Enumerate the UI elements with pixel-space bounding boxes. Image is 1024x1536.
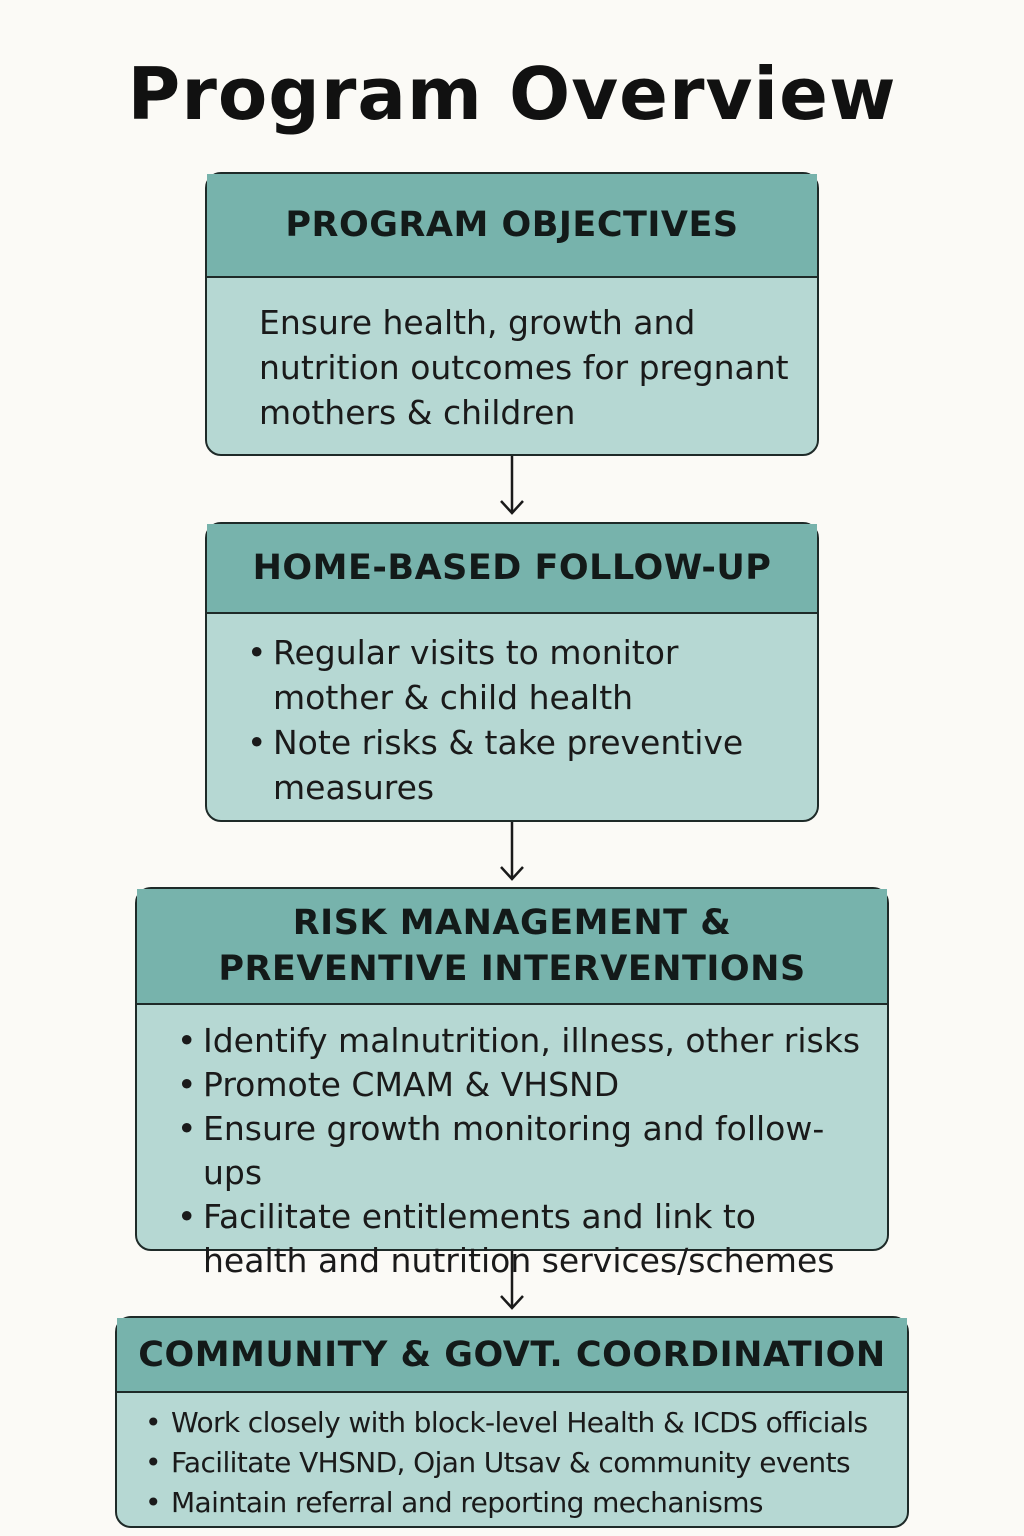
list-item	[177, 1063, 867, 1107]
program-objectives-heading: PROGRAM OBJECTIVES	[207, 174, 817, 278]
bullet-icon: •	[177, 1197, 197, 1236]
home-based-follow-up-body	[207, 614, 817, 810]
risk-management-list	[177, 1019, 867, 1283]
down-arrow-icon	[497, 456, 527, 516]
bullet-icon: •	[177, 1065, 197, 1104]
list-item	[177, 1195, 867, 1283]
list-item-text: Facilitate VHSND, Ojan Utsav & community events	[171, 1446, 850, 1479]
bullet-icon: •	[247, 633, 267, 672]
list-item-text: Regular visits to monitor mother & child health	[273, 633, 679, 717]
home-based-follow-up-heading: HOME-BASED FOLLOW-UP	[207, 524, 817, 614]
list-item-text: Ensure growth monitoring and follow-ups	[203, 1109, 825, 1192]
risk-management-heading-line2: PREVENTIVE INTERVENTIONS	[218, 949, 806, 989]
community-govt-coordination-heading: COMMUNITY & GOVT. COORDINATION	[117, 1318, 907, 1393]
community-govt-coordination-box	[115, 1316, 909, 1528]
home-based-follow-up-list	[247, 630, 797, 810]
list-item-text: Identify malnutrition, illness, other risks	[203, 1021, 861, 1060]
community-govt-coordination-list	[145, 1403, 893, 1523]
list-item	[145, 1443, 893, 1483]
risk-management-heading-line1: RISK MANAGEMENT &	[292, 903, 732, 943]
list-item-text: Maintain referral and reporting mechanisms	[171, 1486, 763, 1519]
list-item	[247, 630, 797, 720]
bullet-icon: •	[177, 1021, 197, 1060]
list-item-text: Note risks & take preventive measures	[273, 723, 744, 807]
home-based-follow-up-box	[205, 522, 819, 822]
bullet-icon: •	[247, 723, 267, 762]
bullet-icon: •	[177, 1109, 197, 1148]
list-item	[177, 1107, 867, 1195]
list-item-text: Work closely with block-level Health & ICDS officials	[171, 1406, 868, 1439]
program-objectives-body	[207, 278, 817, 435]
page-title: Program Overview	[127, 52, 897, 136]
risk-management-heading	[137, 889, 887, 1005]
risk-management-box	[135, 887, 889, 1280]
down-arrow-icon	[497, 1251, 527, 1311]
bullet-icon: •	[145, 1486, 161, 1519]
list-item	[145, 1403, 893, 1443]
program-objectives-text: Ensure health, growth and nutrition outcomes for pregnant mothers & children	[259, 303, 789, 432]
list-item	[177, 1019, 867, 1063]
list-item-text: Facilitate entitlements and link to health and nutrition services/schemes	[203, 1197, 835, 1280]
program-objectives-box	[205, 172, 819, 456]
list-item	[247, 720, 797, 810]
list-item	[145, 1483, 893, 1523]
community-govt-coordination-body	[117, 1393, 907, 1523]
down-arrow-icon	[497, 822, 527, 882]
bullet-icon: •	[145, 1406, 161, 1439]
risk-management-body	[137, 1005, 887, 1283]
list-item-text: Promote CMAM & VHSND	[203, 1065, 620, 1104]
bullet-icon: •	[145, 1446, 161, 1479]
